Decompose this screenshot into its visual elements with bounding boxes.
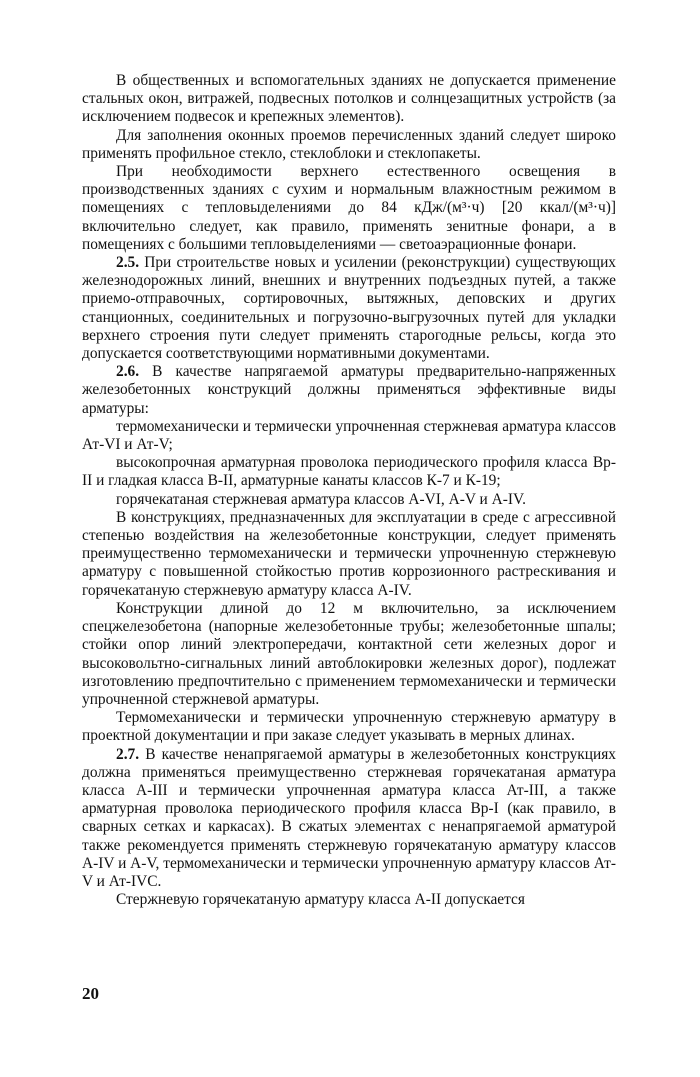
section-number: 2.7. [116,745,140,763]
list-item-1: термомеханически и термически упрочненная стержневая арматура классов Ат-VI и Ат-V; [82,417,616,454]
paragraph-measured-lengths: Термомеханически и термически упрочненную стержневую арматуру в проектной документации и при заказе следует указывать в мерных длинах. [82,709,616,745]
paragraph-3: При необходимости верхнего естественного освещения в производственных зданиях с сухим и нормальным влажностным режимом в помещениях с тепловыделениями до 84 кДж/(м³·ч) [20 ккал/(м³·ч)] включительно следует, как правило, применять зенитные фонари, а в помещениях с большими тепловыделениями — светоаэрационные фонари. [82,163,616,253]
paragraph-2-7: 2.7. В качестве ненапрягаемой арматуры в железобетонных конструкциях должна применяться преимущественно стержневая горячекатаная арматура класса А-III и термически упрочненная арматура класса Ат-III, а также арматурная проволока периодического профиля класса Вр-I (как правило, в сварных сетках и каркасах). В сжатых элементах с ненапрягаемой арматурой также рекомендуется применять стержневую горячекатаную арматуру классов А-IV и А-V, термомеханически и термически упрочненную арматуру классов Ат-V и Ат-IVС. [82,745,616,890]
paragraph-2-6: 2.6. В качестве напрягаемой арматуры предварительно-напряженных железобетонных конструкций должны применяться эффективные виды арматуры: [82,363,616,417]
paragraph-12m-constructions: Конструкции длиной до 12 м включительно, за исключением спецжелезобетона (напорные железобетонные трубы; железобетонные шпалы; стойки опор линий электропередачи, контактной сети железных дорог и высоковольтно-сигнальных линий автоблокировки железных дорог), подлежат изготовлению предпочтительно с применением термомеханически и термически упрочненной стержневой арматуры. [82,599,616,708]
section-number: 2.6. [116,363,140,381]
paragraph-last: Стержневую горячекатаную арматуру класса А-II допускается [116,891,525,909]
section-number: 2.5. [116,254,140,272]
paragraph-1: В общественных и вспомогательных зданиях не допускается применение стальных окон, витражей, подвесных потолков и солнцезащитных устройств (за исключением подвесок и крепежных элементов). [82,72,616,126]
paragraph-aggressive-env: В конструкциях, предназначенных для эксплуатации в среде с агрессивной степенью воздействия на железобетонные конструкции, следует применять преимущественно термомеханически и термически упрочненную стержневую арматуру с повышенной стойкостью против коррозионного растрескивания и горячекатаную стержневую арматуру класса А-IV. [82,508,616,599]
list-item-3: горячекатаная стержневая арматура классов А-VI, А-V и А-IV. [116,490,526,508]
body-text [82,72,616,909]
paragraph-2: Для заполнения оконных проемов перечисленных зданий следует широко применять профильное стекло, стеклоблоки и стеклопакеты. [82,126,616,162]
list-item-2: высокопрочная арматурная проволока периодического профиля класса Вр-II и гладкая класса В-II, арматурные канаты классов К-7 и К-19; [82,454,616,490]
paragraph-2-5: 2.5. При строительстве новых и усилении (реконструкции) существующих железнодорожных линий, внешних и внутренних подъездных путей, а также приемо-отправочных, сортировочных, вытяжных, деповских и других станционных, соединительных и погрузочно-выгрузочных путей для укладки верхнего строения пути следует применять старогодные рельсы, когда это допускается соответствующими нормативными документами. [82,254,616,363]
page-number: 20 [82,984,99,1003]
